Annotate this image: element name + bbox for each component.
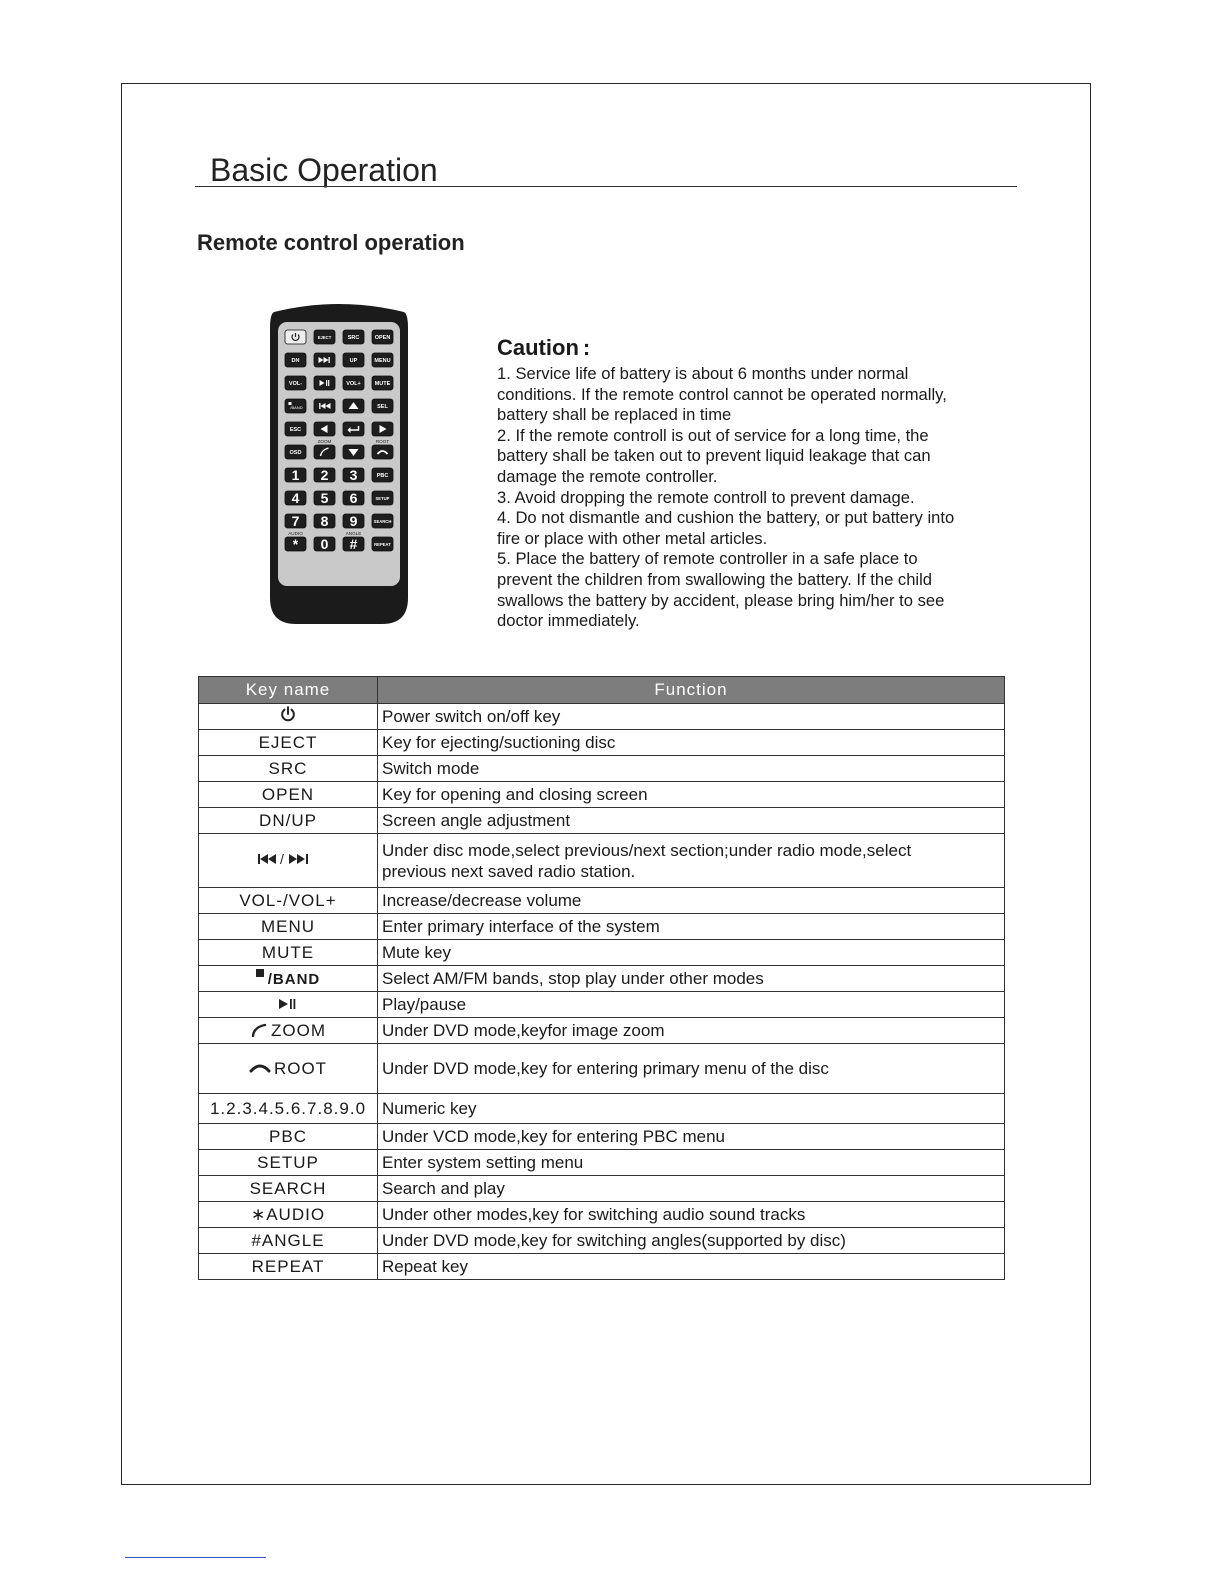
- remote-key-label: REPEAT: [374, 542, 391, 548]
- function-cell: Play/pause: [378, 992, 1005, 1018]
- caution-line: conditions. If the remote control cannot be operated normally,: [497, 384, 947, 404]
- key-name-cell: [199, 888, 378, 914]
- function-cell: Numeric key: [378, 1094, 1005, 1124]
- stop-icon: [256, 969, 265, 989]
- root-icon: [249, 1059, 271, 1079]
- remote-key: [285, 490, 306, 506]
- function-cell: Under DVD mode,key for entering primary menu of the disc: [378, 1044, 1005, 1094]
- function-cell: Key for opening and closing screen: [378, 782, 1005, 808]
- key-name-text: MENU: [260, 916, 316, 936]
- key-name-cell: [199, 756, 378, 782]
- caution-line: battery shall be replaced in time: [497, 405, 732, 425]
- caution-block: [497, 334, 1017, 632]
- remote-sublabel-angle: ANGLE: [345, 531, 362, 536]
- table-header-row: [199, 677, 1005, 704]
- function-cell: Search and play: [378, 1176, 1005, 1202]
- remote-sublabel-root: ROOT: [375, 439, 390, 444]
- key-name-cell: [199, 1150, 378, 1176]
- footer-link-underline: [125, 1557, 266, 1558]
- remote-key-label: DN: [291, 358, 300, 365]
- remote-key-label: 9: [349, 513, 358, 529]
- remote-key: [372, 514, 393, 528]
- remote-key-right-arrow: [372, 422, 393, 436]
- function-cell: Enter system setting menu: [378, 1150, 1005, 1176]
- key-function-table: [198, 676, 1005, 1280]
- function-cell: Under DVD mode,key for switching angles(supported by disc): [378, 1228, 1005, 1254]
- remote-key-label: 3: [349, 467, 358, 483]
- key-name-text: #ANGLE: [251, 1230, 325, 1250]
- table-row: [199, 1254, 1005, 1280]
- function-cell: Screen angle adjustment: [378, 808, 1005, 834]
- remote-key-label: 6: [349, 490, 358, 506]
- remote-key-power: [285, 330, 306, 344]
- remote-key: [285, 353, 306, 367]
- function-cell: Switch mode: [378, 756, 1005, 782]
- remote-key-down-arrow: [343, 445, 364, 459]
- caution-heading: [497, 334, 1017, 362]
- remote-key: [343, 376, 364, 390]
- remote-key-label: 4: [291, 490, 300, 506]
- function-cell: Power switch on/off key: [378, 704, 1005, 730]
- remote-key-root: [372, 445, 393, 459]
- key-name-cell: [199, 940, 378, 966]
- table-row: [199, 1202, 1005, 1228]
- caution-line: 4. Do not dismantle and cushion the battery, or put battery into: [497, 508, 955, 528]
- remote-key: [314, 513, 335, 529]
- remote-key: [372, 353, 393, 367]
- table-row: [199, 1044, 1005, 1094]
- key-name-cell: [199, 992, 378, 1018]
- key-name-text: SETUP: [257, 1152, 319, 1172]
- function-cell: Repeat key: [378, 1254, 1005, 1280]
- remote-key-label: 2: [320, 467, 329, 483]
- remote-key-label: 1: [291, 467, 300, 483]
- remote-key-label: SEARCH: [373, 519, 392, 525]
- remote-key: [314, 490, 335, 506]
- remote-key: [372, 491, 393, 505]
- remote-key-label: VOL+: [346, 381, 361, 388]
- remote-key: [314, 467, 335, 483]
- remote-key-prev: [314, 399, 335, 413]
- key-name-text: EJECT: [258, 732, 318, 752]
- remote-key: [285, 376, 306, 390]
- remote-key: [314, 536, 335, 552]
- caution-line: fire or place with other metal articles.: [497, 528, 768, 548]
- caution-line: 2. If the remote controll is out of service for a long time, the: [497, 425, 929, 445]
- key-name-cell: [199, 808, 378, 834]
- remote-key: [343, 490, 364, 506]
- key-name-cell: [199, 966, 378, 992]
- remote-key: [314, 330, 335, 344]
- key-name-cell: [199, 1044, 378, 1094]
- remote-key-label: MUTE: [374, 381, 391, 388]
- key-name-text: PBC: [269, 1126, 307, 1146]
- remote-key-left-arrow: [314, 422, 335, 436]
- table-row: [199, 1018, 1005, 1044]
- remote-key-label: UP: [349, 358, 358, 365]
- caution-line: damage the remote controller.: [497, 466, 718, 486]
- caution-line: 5. Place the battery of remote controller in a safe place to: [497, 549, 918, 569]
- remote-key-zoom: [314, 445, 335, 459]
- table-row: [199, 808, 1005, 834]
- remote-key-label: OSD: [289, 450, 302, 457]
- remote-key: [285, 513, 306, 529]
- header-key-name: Key name: [199, 677, 378, 704]
- remote-key-label: VOL-: [288, 381, 303, 388]
- function-cell: Key for ejecting/suctioning disc: [378, 730, 1005, 756]
- table-row: [199, 992, 1005, 1018]
- key-name-cell: [199, 1094, 378, 1124]
- remote-key: [285, 536, 306, 552]
- remote-key: [343, 536, 364, 552]
- function-cell: Enter primary interface of the system: [378, 914, 1005, 940]
- table-row: [199, 1124, 1005, 1150]
- title-underline: [195, 186, 1017, 187]
- page-title: Basic Operation: [210, 152, 438, 188]
- function-cell: Increase/decrease volume: [378, 888, 1005, 914]
- caution-line: doctor immediately.: [497, 611, 640, 631]
- remote-key: [285, 422, 306, 436]
- remote-key-label: 5: [320, 490, 329, 506]
- remote-key: [372, 537, 393, 551]
- key-name-text: SRC: [268, 758, 308, 778]
- key-name-text: 1.2.3.4.5.6.7.8.9.0: [209, 1098, 367, 1118]
- remote-control-illustration: [268, 298, 410, 625]
- caution-title: Caution: [497, 335, 579, 360]
- remote-key-enter: [343, 422, 364, 436]
- table-row: [199, 834, 1005, 888]
- remote-key-label: ESC: [289, 427, 302, 434]
- caution-colon: :: [582, 335, 591, 360]
- remote-key: [343, 467, 364, 483]
- caution-line: swallows the battery by accident, please bring him/her to see: [497, 590, 945, 610]
- table-row: [199, 966, 1005, 992]
- remote-key: [372, 376, 393, 390]
- key-name-cell: [199, 730, 378, 756]
- zoom-icon: [250, 1021, 268, 1041]
- remote-key-label: 7: [291, 513, 300, 529]
- key-name-text: MUTE: [261, 942, 315, 962]
- key-name-text: OPEN: [261, 784, 315, 804]
- key-name-text: SEARCH: [249, 1178, 327, 1198]
- key-name-text: ZOOM: [271, 1020, 326, 1040]
- table-row: [199, 730, 1005, 756]
- table-row: [199, 914, 1005, 940]
- power-icon: [279, 705, 297, 728]
- svg-text:/BAND: /BAND: [290, 405, 303, 410]
- table-row: [199, 888, 1005, 914]
- remote-key-label: #: [349, 536, 358, 552]
- key-name-text: REPEAT: [251, 1256, 325, 1276]
- caution-line: battery shall be taken out to prevent liquid leakage that can: [497, 446, 931, 466]
- remote-key-label: SETUP: [375, 496, 390, 502]
- remote-key: [372, 330, 393, 344]
- function-cell: Under VCD mode,key for entering PBC menu: [378, 1124, 1005, 1150]
- remote-key: [372, 399, 393, 413]
- remote-key-label: PBC: [376, 473, 389, 480]
- key-name-cell: [199, 834, 378, 888]
- remote-key-label: SRC: [347, 335, 360, 342]
- key-name-text: ∗AUDIO: [250, 1204, 326, 1224]
- remote-key-label: MENU: [374, 358, 391, 365]
- key-name-cell: [199, 704, 378, 730]
- key-name-cell: [199, 782, 378, 808]
- caution-line: 3. Avoid dropping the remote controll to prevent damage.: [497, 487, 915, 507]
- table-row: [199, 756, 1005, 782]
- caution-text: [497, 364, 1017, 632]
- remote-key-label: OPEN: [374, 335, 391, 342]
- remote-key: [285, 467, 306, 483]
- remote-sublabel-zoom: ZOOM: [317, 439, 332, 444]
- prev-next-icon: [257, 851, 319, 871]
- key-table-body: [199, 704, 1005, 1280]
- table-row: [199, 1094, 1005, 1124]
- key-name-text: ROOT: [273, 1058, 328, 1078]
- key-name-cell: [199, 1202, 378, 1228]
- remote-key-next: [314, 353, 335, 367]
- section-subtitle: Remote control operation: [197, 230, 465, 255]
- key-name-text: VOL-/VOL+: [239, 890, 337, 910]
- remote-key-label: EJECT: [317, 335, 332, 341]
- table-row: [199, 1228, 1005, 1254]
- key-name-cell: [199, 1124, 378, 1150]
- table-row: [199, 704, 1005, 730]
- key-name-text: DN/UP: [259, 810, 317, 830]
- function-cell: Under other modes,key for switching audio sound tracks: [378, 1202, 1005, 1228]
- function-cell: Select AM/FM bands, stop play under other modes: [378, 966, 1005, 992]
- header-function: Function: [378, 677, 1005, 704]
- key-name-cell: [199, 1228, 378, 1254]
- caution-line: 1. Service life of battery is about 6 months under normal: [497, 364, 909, 383]
- remote-key-label: *: [292, 536, 299, 552]
- key-name-cell: [199, 1018, 378, 1044]
- play-pause-icon: [278, 995, 298, 1015]
- table-row: [199, 940, 1005, 966]
- remote-key-stop-band: [285, 399, 306, 413]
- remote-sublabel-audio: AUDIO: [288, 531, 303, 536]
- remote-key: [372, 468, 393, 482]
- function-cell: Under DVD mode,keyfor image zoom: [378, 1018, 1005, 1044]
- remote-key-label: SEL: [377, 404, 388, 411]
- svg-text:/: /: [280, 851, 285, 866]
- function-cell: Mute key: [378, 940, 1005, 966]
- remote-key: [343, 353, 364, 367]
- remote-key: [343, 513, 364, 529]
- remote-key-label: 0: [320, 536, 329, 552]
- key-name-cell: [199, 914, 378, 940]
- remote-key-play-pause: [314, 376, 335, 390]
- key-name-text: /BAND: [267, 970, 321, 988]
- table-row: [199, 782, 1005, 808]
- remote-key-up-arrow: [343, 399, 364, 413]
- remote-key: [343, 330, 364, 344]
- remote-key: [285, 445, 306, 459]
- key-name-cell: [199, 1176, 378, 1202]
- remote-key-label: 8: [320, 513, 329, 529]
- function-cell: Under disc mode,select previous/next section;under radio mode,select previous next saved radio station.: [378, 834, 1005, 888]
- table-row: [199, 1150, 1005, 1176]
- table-row: [199, 1176, 1005, 1202]
- key-name-cell: [199, 1254, 378, 1280]
- caution-line: prevent the children from swallowing the battery. If the child: [497, 569, 933, 589]
